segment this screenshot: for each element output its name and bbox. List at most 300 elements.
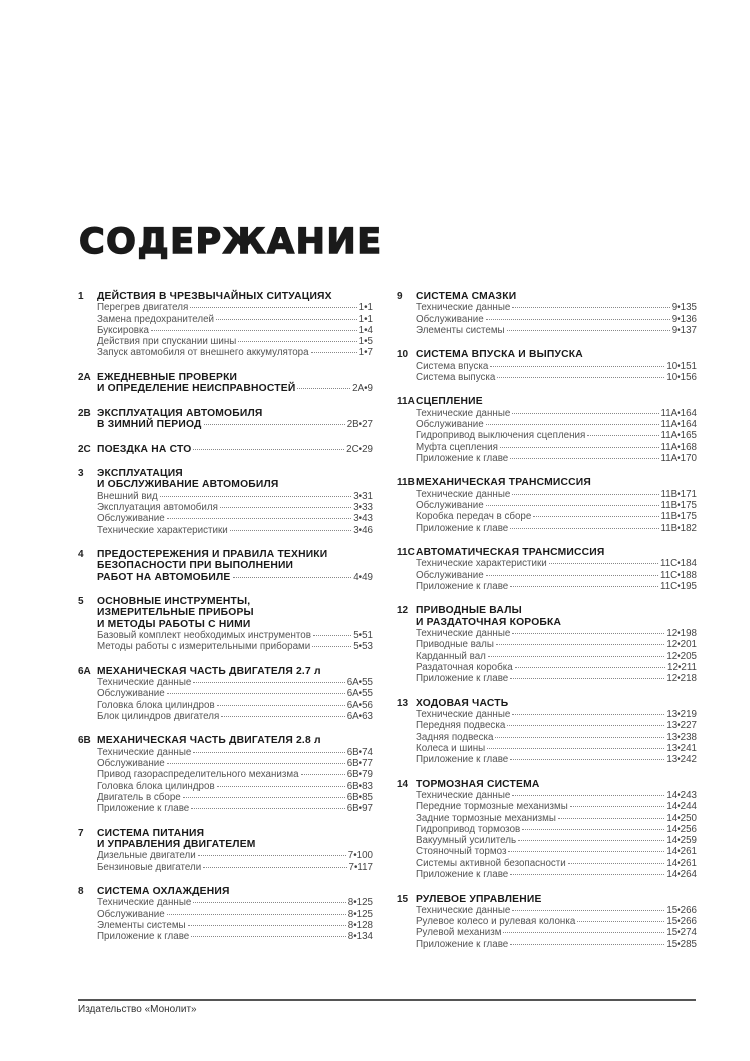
dot-leader [301, 774, 345, 775]
dot-leader [160, 496, 351, 497]
chapter-number: 6A [78, 665, 91, 677]
dot-leader [495, 737, 664, 738]
entry-label: Раздаточная коробка [416, 661, 513, 673]
entry-page: 12•218 [666, 673, 697, 685]
chapter-title[interactable]: СЦЕПЛЕНИЕ [416, 396, 483, 408]
entry-page: 5•53 [353, 641, 373, 653]
dot-leader [216, 319, 357, 320]
toc-entry[interactable] [78, 336, 373, 347]
entry-page: 14•256 [666, 823, 697, 835]
toc-entry[interactable] [78, 677, 373, 688]
entry-label: Технические данные [416, 488, 511, 500]
toc-entry[interactable] [397, 558, 697, 569]
toc-entry[interactable] [78, 897, 373, 908]
toc-entry[interactable] [78, 314, 373, 325]
chapter-number: 1 [78, 291, 84, 302]
toc-entry[interactable] [397, 905, 697, 916]
chapter-number: 10 [397, 349, 409, 361]
entry-label: Технические данные [416, 628, 511, 640]
chapter-title[interactable]: МЕХАНИЧЕСКАЯ ЧАСТЬ ДВИГАТЕЛЯ 2.7 л [97, 665, 321, 677]
toc-section [78, 735, 373, 814]
entry-label: Технические данные [97, 897, 192, 909]
toc-section [78, 666, 373, 722]
publisher-footer: Издательство «Монолит» [78, 1004, 197, 1015]
entry-page: 11C•188 [659, 569, 697, 581]
toc-entry[interactable] [78, 769, 373, 780]
dot-leader [510, 874, 664, 875]
toc-entry[interactable] [397, 801, 697, 812]
dot-leader [510, 458, 658, 459]
chapter-title[interactable]: И МЕТОДЫ РАБОТЫ С НИМИ [97, 618, 251, 630]
entry-label: Действия при спускании шины [97, 336, 237, 348]
entry-label: Технические данные [97, 677, 192, 689]
entry-label: Приложение к главе [416, 580, 509, 592]
entry-label: Методы работы с измерительными приборами [97, 641, 311, 653]
dot-leader [570, 806, 665, 807]
chapter-title[interactable]: И ОБСЛУЖИВАНИЕ АВТОМОБИЛЯ [97, 479, 279, 491]
dot-leader [487, 748, 664, 749]
dot-leader [312, 646, 351, 647]
toc-entry[interactable] [78, 641, 373, 652]
toc-section [397, 396, 697, 464]
entry-label: Передняя подвеска [416, 720, 506, 732]
footer-divider [78, 999, 696, 1001]
dot-leader [503, 932, 664, 933]
entry-label: Системы активной безопасности [416, 857, 566, 869]
dot-leader [230, 530, 351, 531]
chapter-number: 8 [78, 886, 84, 898]
toc-entry[interactable] [397, 790, 697, 801]
toc-entry[interactable] [397, 927, 697, 938]
entry-page: 7•100 [347, 850, 373, 862]
chapter-title[interactable]: ПОЕЗДКА НА СТО [97, 443, 192, 455]
chapter-title[interactable]: ПРИВОДНЫЕ ВАЛЫ [416, 605, 522, 617]
entry-page: 14•264 [666, 869, 697, 881]
entry-page: 14•261 [666, 846, 697, 858]
chapter-number: 11A [397, 396, 415, 408]
toc-section [78, 468, 373, 536]
toc-section [78, 291, 373, 359]
toc-entry[interactable] [78, 862, 373, 873]
entry-page: 11C•184 [659, 558, 697, 570]
entry-page: 14•243 [666, 790, 697, 801]
toc-entry[interactable] [397, 489, 697, 500]
toc-entry[interactable] [397, 570, 697, 581]
dot-leader [510, 678, 664, 679]
chapter-title[interactable]: РАБОТ НА АВТОМОБИЛЕ [97, 571, 231, 583]
entry-page: 11A•165 [660, 430, 697, 442]
chapter-title[interactable]: СИСТЕМА СМАЗКИ [416, 291, 517, 302]
toc-entry[interactable] [397, 732, 697, 743]
chapter-title[interactable]: АВТОМАТИЧЕСКАЯ ТРАНСМИССИЯ [416, 547, 605, 559]
dot-leader [238, 341, 356, 342]
toc-entry[interactable] [397, 453, 697, 464]
entry-label: Двигатель в сборе [97, 791, 181, 803]
toc-entry[interactable] [78, 803, 373, 814]
dot-leader [533, 516, 658, 517]
chapter-number: 4 [78, 548, 84, 560]
chapter-title[interactable]: СИСТЕМА ПИТАНИЯ [97, 827, 205, 839]
entry-page: 7•117 [348, 861, 373, 873]
chapter-page: 2B•27 [346, 419, 373, 431]
toc-entry[interactable] [397, 720, 697, 731]
chapter-number: 9 [397, 291, 403, 302]
entry-label: Обслуживание [97, 758, 165, 769]
entry-label: Технические данные [416, 790, 511, 801]
section-heading-line [397, 617, 697, 628]
toc-entry[interactable] [397, 743, 697, 754]
dot-leader [522, 829, 664, 830]
chapter-title[interactable]: ЭКСПЛУАТАЦИЯ [97, 468, 183, 480]
chapter-title[interactable]: В ЗИМНИЙ ПЕРИОД [97, 419, 202, 431]
toc-entry[interactable] [78, 931, 373, 942]
dot-leader [512, 795, 664, 796]
toc-entry[interactable] [78, 491, 373, 502]
entry-label: Приложение к главе [416, 673, 509, 685]
entry-page: 11C•195 [659, 580, 697, 592]
toc-entry[interactable] [78, 302, 373, 313]
entry-label: Обслуживание [97, 688, 165, 700]
entry-label: Обслуживание [97, 908, 165, 920]
toc-entry[interactable] [397, 302, 697, 313]
dot-leader [496, 644, 664, 645]
entry-page: 3•33 [353, 501, 373, 513]
entry-label: Базовый комплект необходимых инструментов [97, 629, 311, 641]
entry-page: 6B•97 [346, 803, 373, 815]
section-heading-line [78, 735, 373, 746]
entry-page: 14•250 [666, 812, 697, 824]
chapter-title[interactable]: ОСНОВНЫЕ ИНСТРУМЕНТЫ, [97, 596, 251, 608]
chapter-title[interactable]: БЕЗОПАСНОСТИ ПРИ ВЫПОЛНЕНИИ [97, 560, 294, 572]
toc-entry[interactable] [397, 628, 697, 639]
section-heading-line [78, 479, 373, 490]
dot-leader [203, 867, 346, 868]
chapter-number: 13 [397, 697, 409, 709]
toc-entry[interactable] [397, 408, 697, 419]
toc-entry[interactable] [397, 361, 697, 372]
chapter-title[interactable]: МЕХАНИЧЕСКАЯ ТРАНСМИССИЯ [416, 477, 591, 489]
toc-entry[interactable] [397, 754, 697, 765]
entry-page: 6B•83 [346, 780, 373, 792]
entry-label: Задняя подвеска [416, 731, 494, 743]
entry-label: Технические данные [416, 709, 511, 721]
section-heading-line [78, 408, 373, 419]
toc-entry[interactable] [78, 502, 373, 513]
entry-page: 8•125 [347, 897, 373, 909]
dot-leader [297, 388, 350, 389]
toc-entry[interactable] [78, 325, 373, 336]
toc-entry[interactable] [397, 639, 697, 650]
entry-label: Технические данные [416, 407, 511, 419]
dot-leader [167, 914, 346, 915]
entry-page: 13•241 [666, 742, 697, 754]
chapter-title[interactable]: СИСТЕМА ВПУСКА И ВЫПУСКА [416, 349, 583, 361]
entry-page: 8•125 [347, 908, 373, 920]
entry-label: Обслуживание [97, 513, 165, 525]
entry-page: 6B•85 [346, 791, 373, 803]
entry-page: 13•238 [666, 731, 697, 743]
toc-entry[interactable] [397, 442, 697, 453]
dot-leader [191, 808, 344, 809]
entry-label: Гидропривод выключения сцепления [416, 430, 586, 442]
entry-page: 15•266 [666, 916, 697, 928]
dot-leader [568, 863, 665, 864]
entry-page: 13•227 [666, 720, 697, 732]
section-heading-line [397, 779, 697, 790]
section-heading-line [78, 383, 373, 394]
dot-leader [558, 818, 664, 819]
dot-leader [486, 319, 670, 320]
dot-leader [167, 518, 352, 519]
section-heading-line [397, 605, 697, 616]
entry-label: Приложение к главе [97, 931, 190, 943]
chapter-number: 6B [78, 735, 91, 747]
dot-leader [190, 307, 356, 308]
chapter-title[interactable]: ЕЖЕДНЕВНЫЕ ПРОВЕРКИ [97, 371, 238, 383]
entry-page: 6A•56 [346, 699, 373, 711]
entry-label: Рулевое колесо и рулевая колонка [416, 916, 576, 928]
entry-page: 12•205 [666, 650, 697, 662]
toc-entry[interactable] [78, 747, 373, 758]
entry-label: Коробка передач в сборе [416, 511, 532, 523]
toc-entry[interactable] [78, 630, 373, 641]
entry-label: Технические данные [416, 904, 511, 916]
toc-entry[interactable] [78, 700, 373, 711]
toc-entry[interactable] [397, 511, 697, 522]
section-heading-line [78, 828, 373, 839]
dot-leader [204, 424, 345, 425]
entry-page: 12•201 [666, 639, 697, 651]
chapter-title[interactable]: ТОРМОЗНАЯ СИСТЕМА [416, 778, 540, 790]
toc-entry[interactable] [78, 525, 373, 536]
toc-entry[interactable] [397, 419, 697, 430]
entry-label: Задние тормозные механизмы [416, 812, 556, 824]
entry-label: Технические данные [97, 746, 192, 758]
entry-page: 15•285 [666, 938, 697, 950]
toc-entry[interactable] [397, 916, 697, 927]
toc-section [78, 372, 373, 395]
toc-entry[interactable] [397, 651, 697, 662]
entry-page: 1•5 [358, 336, 373, 348]
entry-label: Бензиновые двигатели [97, 861, 202, 873]
toc-column-right [397, 291, 697, 963]
toc-section [397, 894, 697, 950]
dot-leader [510, 586, 658, 587]
toc-entry[interactable] [397, 709, 697, 720]
chapter-title[interactable]: ПРЕДОСТЕРЕЖЕНИЯ И ПРАВИЛА ТЕХНИКИ [97, 548, 328, 560]
entry-label: Технические характеристики [97, 524, 228, 536]
toc-entry[interactable] [397, 846, 697, 857]
entry-label: Дизельные двигатели [97, 850, 196, 862]
dot-leader [512, 494, 658, 495]
toc-entry[interactable] [397, 314, 697, 325]
entry-label: Муфта сцепления [416, 441, 498, 453]
chapter-number: 15 [397, 893, 409, 905]
toc-entry[interactable] [78, 792, 373, 803]
entry-page: 13•242 [666, 754, 697, 766]
toc-entry[interactable] [397, 869, 697, 880]
dot-leader [512, 307, 669, 308]
section-heading-line [78, 572, 373, 583]
chapter-page: 2C•29 [346, 443, 373, 455]
toc-section [397, 779, 697, 881]
dot-leader [191, 936, 346, 937]
entry-page: 13•219 [666, 709, 697, 721]
dot-leader [313, 635, 351, 636]
section-heading-line [397, 291, 697, 302]
section-heading-line [78, 560, 373, 571]
toc-entry[interactable] [397, 662, 697, 673]
dot-leader [188, 925, 346, 926]
toc-entry[interactable] [78, 920, 373, 931]
toc-section [78, 408, 373, 431]
entry-label: Блок цилиндров двигателя [97, 710, 220, 722]
dot-leader [486, 575, 658, 576]
dot-leader [512, 413, 658, 414]
chapter-title[interactable]: ХОДОВАЯ ЧАСТЬ [416, 697, 509, 709]
toc-entry[interactable] [78, 909, 373, 920]
toc-column-left [78, 291, 373, 956]
dot-leader [512, 714, 664, 715]
section-heading-line [78, 291, 373, 302]
entry-label: Эксплуатация автомобиля [97, 501, 218, 513]
entry-page: 14•261 [666, 857, 697, 869]
entry-page: 9•136 [671, 313, 697, 325]
entry-page: 11B•175 [660, 500, 697, 512]
entry-page: 11B•175 [660, 511, 697, 523]
toc-entry[interactable] [78, 850, 373, 861]
dot-leader [512, 910, 664, 911]
entry-page: 12•198 [666, 628, 697, 640]
entry-label: Замена предохранителей [97, 313, 214, 325]
chapter-number: 3 [78, 468, 84, 480]
toc-entry[interactable] [78, 347, 373, 358]
entry-page: 6A•55 [346, 677, 373, 689]
entry-page: 6A•63 [346, 710, 373, 722]
chapter-title[interactable]: РУЛЕВОЕ УПРАВЛЕНИЕ [416, 893, 542, 905]
chapter-title[interactable]: И ОПРЕДЕЛЕНИЕ НЕИСПРАВНОСТЕЙ [97, 383, 296, 395]
entry-label: Система выпуска [416, 371, 496, 383]
toc-entry[interactable] [78, 688, 373, 699]
dot-leader [167, 763, 345, 764]
dot-leader [193, 902, 345, 903]
chapter-title[interactable]: ИЗМЕРИТЕЛЬНЫЕ ПРИБОРЫ [97, 607, 254, 619]
entry-label: Стояночный тормоз [416, 846, 507, 858]
toc-entry[interactable] [78, 758, 373, 769]
dot-leader [193, 682, 344, 683]
entry-label: Запуск автомобиля от внешнего аккумулятора [97, 347, 309, 359]
toc-entry[interactable] [397, 372, 697, 383]
entry-page: 3•31 [353, 490, 373, 502]
entry-label: Обслуживание [416, 500, 484, 512]
dot-leader [193, 449, 344, 450]
dot-leader [220, 507, 351, 508]
toc-entry[interactable] [397, 325, 697, 336]
dot-leader [193, 752, 344, 753]
chapter-title[interactable]: МЕХАНИЧЕСКАЯ ЧАСТЬ ДВИГАТЕЛЯ 2.8 л [97, 735, 321, 747]
entry-label: Обслуживание [416, 313, 484, 325]
dot-leader [486, 505, 659, 506]
toc-entry[interactable] [397, 500, 697, 511]
toc-entry[interactable] [397, 824, 697, 835]
entry-label: Приложение к главе [416, 452, 509, 464]
toc-entry[interactable] [78, 781, 373, 792]
entry-page: 11A•164 [660, 419, 697, 431]
chapter-title[interactable]: СИСТЕМА ОХЛАЖДЕНИЯ [97, 886, 230, 898]
entry-label: Приложение к главе [416, 938, 509, 950]
dot-leader [486, 424, 659, 425]
entry-page: 11A•170 [660, 452, 697, 464]
entry-page: 6B•74 [346, 746, 373, 758]
toc-entry[interactable] [397, 813, 697, 824]
section-heading-line [397, 349, 697, 360]
dot-leader [183, 797, 345, 798]
entry-page: 3•43 [353, 513, 373, 525]
entry-label: Приложение к главе [97, 803, 190, 815]
toc-entry[interactable] [397, 523, 697, 534]
toc-entry[interactable] [397, 673, 697, 684]
section-heading-line [78, 886, 373, 897]
toc-section [397, 477, 697, 533]
entry-label: Буксировка [97, 324, 149, 336]
chapter-title[interactable]: ДЕЙСТВИЯ В ЧРЕЗВЫЧАЙНЫХ СИТУАЦИЯХ [97, 291, 332, 302]
chapter-title[interactable]: И УПРАВЛЕНИЯ ДВИГАТЕЛЕМ [97, 838, 256, 850]
section-heading-line [78, 596, 373, 607]
entry-page: 11B•171 [660, 488, 697, 500]
section-heading-line [397, 477, 697, 488]
dot-leader [507, 725, 664, 726]
dot-leader [510, 944, 664, 945]
toc-entry[interactable] [397, 581, 697, 592]
section-heading-line [397, 547, 697, 558]
section-heading-line [78, 549, 373, 560]
dot-leader [217, 786, 345, 787]
dot-leader [497, 377, 664, 378]
toc-entry[interactable] [397, 939, 697, 950]
entry-label: Вакуумный усилитель [416, 835, 517, 847]
entry-label: Карданный вал [416, 650, 486, 662]
dot-leader [311, 352, 357, 353]
toc-entry[interactable] [78, 513, 373, 524]
toc-entry[interactable] [397, 858, 697, 869]
chapter-page: 2A•9 [352, 383, 373, 395]
entry-label: Технические данные [416, 302, 511, 314]
entry-page: 6B•77 [346, 758, 373, 769]
toc-entry[interactable] [397, 430, 697, 441]
entry-page: 9•135 [671, 302, 697, 314]
toc-entry[interactable] [397, 835, 697, 846]
chapter-title[interactable]: ЭКСПЛУАТАЦИЯ АВТОМОБИЛЯ [97, 407, 263, 419]
dot-leader [512, 633, 664, 634]
dot-leader [507, 330, 670, 331]
dot-leader [490, 366, 664, 367]
toc-section [397, 291, 697, 336]
chapter-number: 14 [397, 778, 409, 790]
section-heading-line [78, 419, 373, 430]
entry-page: 14•259 [666, 835, 697, 847]
toc-entry[interactable] [78, 711, 373, 722]
section-heading-line [397, 894, 697, 905]
entry-page: 12•211 [667, 661, 697, 673]
toc-section [397, 698, 697, 766]
chapter-number: 2C [78, 443, 91, 455]
dot-leader [587, 435, 658, 436]
entry-page: 9•137 [671, 324, 697, 336]
entry-label: Система впуска [416, 360, 489, 372]
dot-leader [577, 921, 664, 922]
section-heading-line [397, 698, 697, 709]
chapter-title[interactable]: И РАЗДАТОЧНАЯ КОРОБКА [416, 616, 562, 628]
